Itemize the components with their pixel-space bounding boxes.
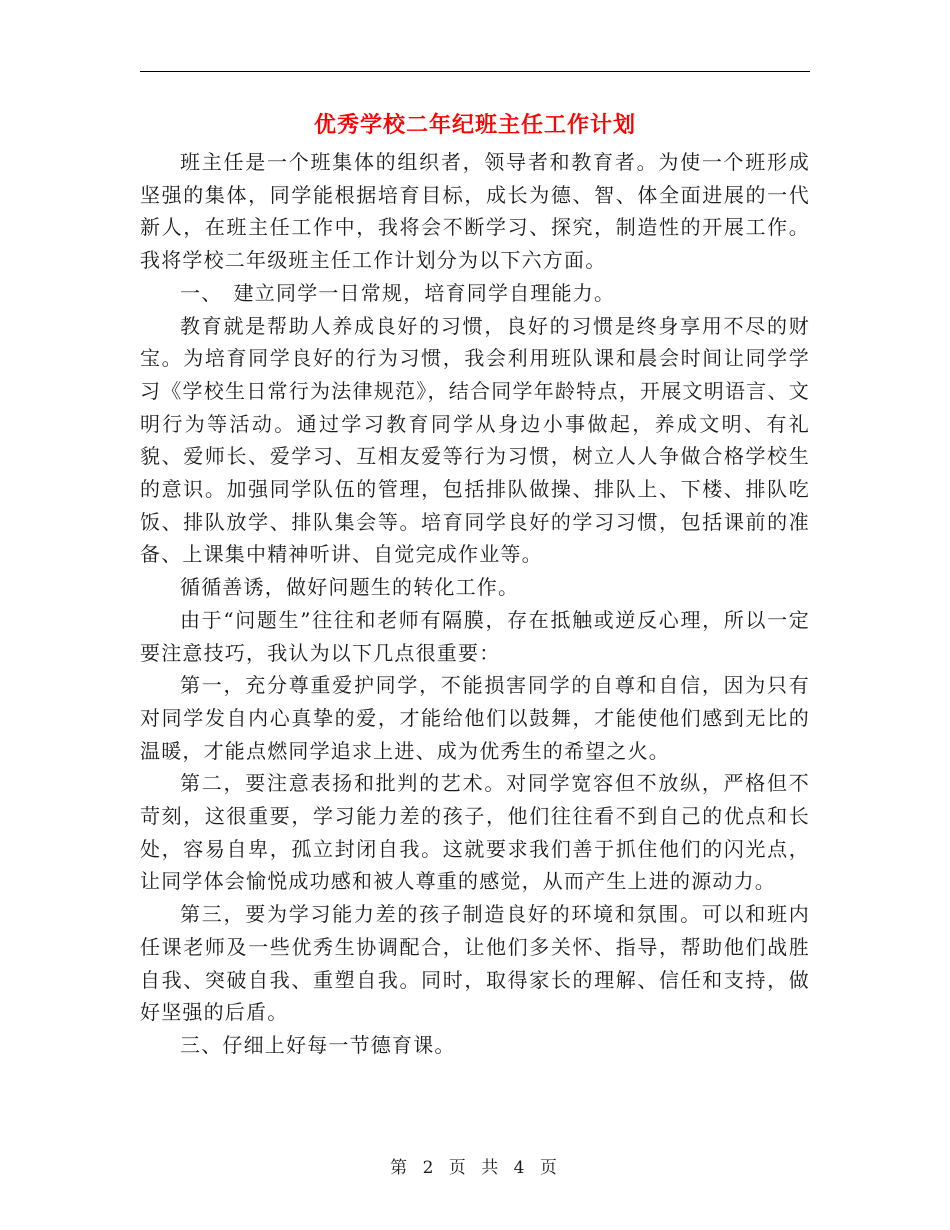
header-rule	[140, 71, 810, 72]
section-heading-1: 一、 建立同学一日常规，培育同学自理能力。	[180, 280, 616, 305]
document-title: 优秀学校二年纪班主任工作计划	[313, 112, 636, 138]
paragraph-point-3: 第三，要为学习能力差的孩子制造良好的环境和氛围。可以和班内任课老师及一些优秀生协调配合，让他们多关怀、指导，帮助他们战胜自我、突破自我、重塑自我。同时，取得家长的理解、信任和支持，做好坚强的后盾。	[140, 902, 810, 1025]
paragraph-point-2: 第二，要注意表扬和批判的艺术。对同学宽容但不放纵，严格但不苛刻，这很重要，学习能力差的孩子，他们往往看不到自己的优点和长处，容易自卑，孤立封闭自我。这就要求我们善于抓住他们的闪光点，让同学体会愉悦成功感和被人尊重的感觉，从而产生上进的源动力。	[140, 771, 810, 894]
paragraph-intro: 班主任是一个班集体的组织者，领导者和教育者。为使一个班形成坚强的集体，同学能根据培育目标，成长为德、智、体全面进展的一代新人，在班主任工作中，我将会不断学习、探究，制造性的开展工作。我将学校二年级班主任工作计划分为以下六方面。	[140, 150, 810, 273]
paragraph-problem-students: 由于“问题生”往往和老师有隔膜，存在抵触或逆反心理，所以一定要注意技巧，我认为以下几点很重要：	[140, 607, 810, 665]
paragraph-point-1: 第一，充分尊重爱护同学，不能损害同学的自尊和自信，因为只有对同学发自内心真挚的爱，才能给他们以鼓舞，才能使他们感到无比的温暖，才能点燃同学追求上进、成为优秀生的希望之火。	[140, 673, 810, 763]
page-number: 第 2 页 共 4 页	[390, 1158, 560, 1178]
document-body	[140, 146, 810, 1062]
paragraph-habits: 教育就是帮助人养成良好的习惯，良好的习惯是终身享用不尽的财宝。为培育同学良好的行为习惯，我会利用班队课和晨会时间让同学学习《学校生日常行为法律规范》，结合同学年龄特点，开展文明语言、文明行为等活动。通过学习教育同学从身边小事做起，养成文明、有礼貌、爱师长、爱学习、互相友爱等行为习惯，树立人人争做合格学校生的意识。加强同学队伍的管理，包括排队做操、排队上、下楼、排队吃饭、排队放学、排队集会等。培育同学良好的学习习惯，包括课前的准备、上课集中精神听讲、自觉完成作业等。	[140, 313, 810, 567]
section-heading-2: 循循善诱，做好问题生的转化工作。	[180, 575, 520, 600]
section-heading-3: 三、仔细上好每一节德育课。	[180, 1032, 456, 1057]
